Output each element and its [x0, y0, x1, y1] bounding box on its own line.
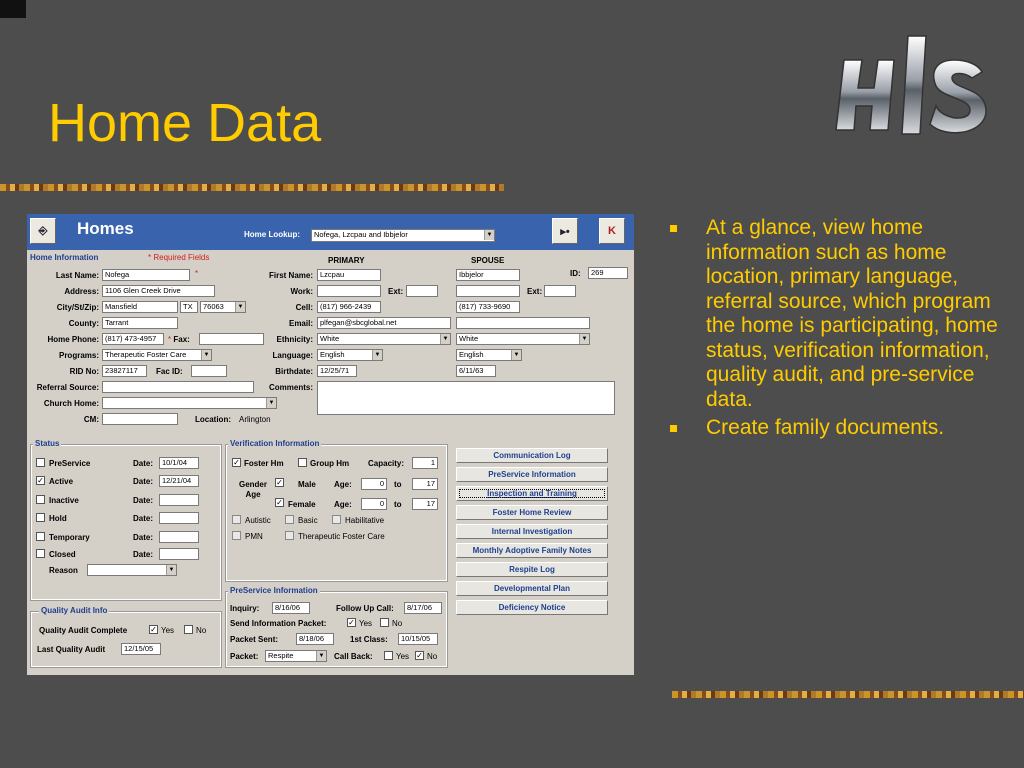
id-field[interactable]: 269 [588, 267, 628, 279]
chevron-down-icon[interactable]: ▼ [511, 350, 521, 360]
last-name-label: Last Name: [55, 271, 99, 280]
cell-label: Cell: [295, 303, 313, 312]
home-phone-label: Home Phone: [47, 335, 99, 344]
zip-value: 76063 [203, 302, 224, 311]
city-field[interactable]: Mansfield [102, 301, 178, 313]
id-label: ID: [570, 269, 581, 278]
referral-field[interactable] [102, 381, 254, 393]
decorative-divider-bottom [672, 691, 1024, 698]
quality-yes-label: Yes [161, 626, 175, 635]
side-button-label: PreService Information [488, 470, 576, 479]
male-checkbox[interactable]: ✓ [276, 478, 283, 487]
bullet-square-icon [670, 425, 677, 432]
required-fields-note: * Required Fields [148, 253, 210, 262]
side-button-inspection-and-training[interactable] [456, 486, 608, 501]
chevron-down-icon[interactable]: ▼ [316, 651, 326, 661]
group-hm-label: Group Hm [310, 459, 350, 468]
callback-yes-label: Yes [396, 652, 410, 661]
his-logo-text: HIS [832, 30, 834, 31]
female-age-to-field[interactable]: 17 [412, 498, 438, 510]
callback-yes-checkbox[interactable] [384, 651, 393, 660]
side-button-label: Internal Investigation [491, 527, 573, 536]
cell-field[interactable]: (817) 966-2439 [317, 301, 381, 313]
work-label: Work: [290, 287, 313, 296]
bullet-text: At a glance, view home information such as home location, primary language, referral source, which program the home is participating, home status, verification information, quality audit, and pre-service data. [706, 216, 998, 411]
ethnicity-select[interactable] [317, 333, 451, 345]
quality-title: Quality Audit Info [41, 606, 108, 615]
status-label: Active [49, 477, 74, 486]
section-home-information: Home Information [30, 253, 99, 262]
status-label: Hold [49, 514, 67, 523]
fax-label: * Fax: [168, 335, 190, 344]
status-date-field[interactable] [159, 494, 199, 506]
female-label: Female [288, 500, 316, 509]
county-label: County: [68, 319, 99, 328]
pmn-label: PMN [245, 532, 263, 541]
male-label: Male [298, 480, 316, 489]
quality-group [31, 612, 221, 667]
spouse-work-field[interactable] [456, 285, 520, 297]
reason-label: Reason [49, 566, 78, 575]
first-name-label: First Name: [268, 271, 313, 280]
decorative-divider-top [0, 184, 504, 191]
county-field[interactable]: Tarrant [102, 317, 178, 329]
primary-header: PRIMARY [328, 256, 365, 265]
autistic-checkbox[interactable] [232, 515, 241, 524]
autistic-label: Autistic [245, 516, 271, 525]
habilitative-label: Habilitative [345, 516, 385, 525]
cm-field[interactable] [102, 413, 178, 425]
packet-label: Packet: [230, 652, 259, 661]
first-class-field[interactable]: 10/15/05 [398, 633, 438, 645]
spouse-language-select[interactable] [456, 349, 522, 361]
spouse-birthdate-field[interactable]: 6/11/63 [456, 365, 496, 377]
status-inactive-checkbox[interactable] [36, 495, 45, 504]
first-class-label: 1st Class: [350, 635, 388, 644]
chevron-down-icon[interactable]: ▼ [166, 565, 176, 575]
status-date-field[interactable]: 10/1/04 [159, 457, 199, 469]
send-yes-label: Yes [359, 619, 373, 628]
spouse-ethnicity-select[interactable] [456, 333, 590, 345]
location-label: Location: [195, 415, 231, 424]
packet-sent-field[interactable]: 8/18/06 [296, 633, 334, 645]
church-label: Church Home: [43, 399, 99, 408]
foster-hm-checkbox[interactable]: ✓ [233, 458, 240, 467]
status-date-label: Date: [133, 533, 154, 542]
address-field[interactable]: 1106 Glen Creek Drive [102, 285, 215, 297]
programs-value: Therapeutic Foster Care [105, 350, 187, 359]
home-lookup-label: Home Lookup: [244, 230, 300, 239]
address-label: Address: [64, 287, 99, 296]
close-record-icon[interactable]: K [599, 218, 625, 244]
status-hold-checkbox[interactable] [36, 513, 45, 522]
chevron-down-icon[interactable]: ▼ [235, 302, 245, 312]
spouse-email-field[interactable] [456, 317, 590, 329]
exit-door-icon[interactable]: ⎆ [30, 218, 56, 244]
foster-hm-label: Foster Hm [244, 459, 284, 468]
female-age-from-field[interactable]: 0 [361, 498, 387, 510]
side-button-deficiency-notice[interactable] [456, 600, 608, 615]
pmn-checkbox[interactable] [232, 531, 241, 540]
spouse-first-name-field[interactable]: Ibbjelor [456, 269, 520, 281]
referral-label: Referral Source: [36, 383, 99, 392]
spouse-ext-label: Ext: [527, 287, 543, 296]
work-field[interactable] [317, 285, 381, 297]
chevron-down-icon[interactable]: ▼ [201, 350, 211, 360]
male-age-from-field[interactable]: 0 [361, 478, 387, 490]
status-date-field[interactable] [159, 512, 199, 524]
spouse-cell-field[interactable]: (817) 733-9690 [456, 301, 520, 313]
email-field[interactable]: plfegan@sbcglobal.net [317, 317, 451, 329]
status-date-label: Date: [133, 496, 154, 505]
callback-label: Call Back: [334, 652, 373, 661]
tfc-checkbox[interactable] [285, 531, 294, 540]
chevron-down-icon[interactable]: ▼ [484, 230, 494, 240]
homes-window [27, 214, 634, 675]
send-no-checkbox[interactable] [380, 618, 389, 627]
bullet-square-icon [670, 225, 677, 232]
slide-title: Home Data [48, 93, 322, 153]
status-date-field[interactable] [159, 548, 199, 560]
slide-corner-mark [0, 0, 26, 18]
comments-textarea[interactable] [317, 381, 615, 415]
status-active-checkbox[interactable]: ✓ [37, 476, 44, 485]
status-date-label: Date: [133, 477, 154, 486]
reason-select[interactable] [87, 564, 177, 576]
ethnicity-label: Ethnicity: [276, 335, 313, 344]
status-title: Status [35, 439, 60, 448]
packet-value: Respite [268, 651, 294, 660]
tfc-label: Therapeutic Foster Care [298, 532, 385, 541]
status-date-field[interactable]: 12/21/04 [159, 475, 199, 487]
male-age-to-field[interactable]: 17 [412, 478, 438, 490]
language-label: Language: [272, 351, 313, 360]
last-quality-field[interactable]: 12/15/05 [121, 643, 161, 655]
capacity-label: Capacity: [368, 459, 405, 468]
preservice-title: PreService Information [230, 586, 318, 595]
status-date-label: Date: [133, 550, 154, 559]
inquiry-label: Inquiry: [230, 604, 260, 613]
city-label: City/St/Zip: [56, 303, 99, 312]
birthdate-label: Birthdate: [275, 367, 313, 376]
male-age-label: Age: [334, 480, 352, 489]
basic-checkbox[interactable] [285, 515, 294, 524]
comments-label: Comments: [268, 383, 313, 392]
side-button-respite-log[interactable] [456, 562, 608, 577]
his-logo [832, 30, 992, 140]
packet-sent-label: Packet Sent: [230, 635, 279, 644]
bullet-item [668, 216, 1008, 412]
programs-label: Programs: [58, 351, 99, 360]
fax-label-text: Fax: [173, 335, 190, 344]
church-select[interactable] [102, 397, 277, 409]
followup-label: Follow Up Call: [336, 604, 394, 613]
state-field[interactable]: TX [180, 301, 198, 313]
packet-select[interactable] [265, 650, 327, 662]
female-to-label: to [394, 500, 402, 509]
rid-field[interactable]: 23827117 [102, 365, 147, 377]
home-lookup-value: Nofega, Lzcpau and Ibbjelor [314, 230, 408, 239]
language-select[interactable] [317, 349, 383, 361]
send-yes-checkbox[interactable]: ✓ [348, 618, 355, 627]
required-asterisk: * [195, 269, 199, 278]
habilitative-checkbox[interactable] [332, 515, 341, 524]
female-age-label: Age: [334, 500, 352, 509]
home-phone-field[interactable]: (817) 473-4957 [102, 333, 164, 345]
side-button-label: Inspection and Training [487, 489, 577, 498]
verification-title: Verification Information [230, 439, 320, 448]
bullet-item [668, 416, 1008, 441]
chevron-down-icon[interactable]: ▼ [579, 334, 589, 344]
last-name-field[interactable]: Nofega [102, 269, 190, 281]
status-date-label: Date: [133, 514, 154, 523]
side-button-label: Developmental Plan [493, 584, 571, 593]
chevron-down-icon[interactable]: ▼ [266, 398, 276, 408]
status-date-field[interactable] [159, 531, 199, 543]
status-label: Temporary [49, 533, 90, 542]
callback-no-checkbox[interactable]: ✓ [416, 651, 423, 660]
male-to-label: to [394, 480, 402, 489]
fac-id-field[interactable] [191, 365, 227, 377]
status-label: Closed [49, 550, 76, 559]
ext-label: Ext: [388, 287, 404, 296]
side-button-communication-log[interactable] [456, 448, 608, 463]
followup-field[interactable]: 8/17/06 [404, 602, 442, 614]
ext-field[interactable] [406, 285, 438, 297]
home-lookup-select[interactable] [311, 229, 495, 242]
spouse-header: SPOUSE [471, 256, 505, 265]
bullet-text: Create family documents. [706, 416, 945, 439]
female-checkbox[interactable]: ✓ [276, 498, 283, 507]
side-button-preservice-information[interactable] [456, 467, 608, 482]
last-quality-label: Last Quality Audit [37, 645, 106, 654]
quality-no-label: No [196, 626, 207, 635]
side-button-label: Respite Log [509, 565, 555, 574]
fac-id-label: Fac ID: [156, 367, 183, 376]
basic-label: Basic [298, 516, 318, 525]
programs-select[interactable] [102, 349, 212, 361]
spouse-ext-field[interactable] [544, 285, 576, 297]
group-hm-checkbox[interactable] [298, 458, 307, 467]
language-value: English [320, 350, 345, 359]
quality-no-checkbox[interactable] [184, 625, 193, 634]
status-label: PreService [49, 459, 91, 468]
capacity-field[interactable]: 1 [412, 457, 438, 469]
side-button-monthly-adoptive-family-notes[interactable] [456, 543, 608, 558]
send-packet-label: Send Information Packet: [230, 619, 327, 628]
spouse-language-value: English [459, 350, 484, 359]
quality-complete-label: Quality Audit Complete [39, 626, 128, 635]
email-label: Email: [288, 319, 313, 328]
callback-no-label: No [427, 652, 438, 661]
send-no-label: No [392, 619, 403, 628]
chevron-down-icon[interactable]: ▼ [440, 334, 450, 344]
side-button-developmental-plan[interactable] [456, 581, 608, 596]
quality-yes-checkbox[interactable]: ✓ [150, 625, 157, 634]
rid-label: RID No: [69, 367, 99, 376]
gender-age-label: Gender Age [238, 480, 267, 499]
chevron-down-icon[interactable]: ▼ [372, 350, 382, 360]
spouse-ethnicity-value: White [459, 334, 479, 343]
window-title: Homes [77, 219, 134, 238]
location-value: Arlington [239, 415, 271, 424]
next-record-icon[interactable]: ▸• [552, 218, 578, 244]
side-button-internal-investigation[interactable] [456, 524, 608, 539]
side-button-label: Deficiency Notice [498, 603, 566, 612]
first-name-field[interactable]: Lzcpau [317, 269, 381, 281]
side-button-foster-home-review[interactable] [456, 505, 608, 520]
status-preservice-checkbox[interactable] [36, 458, 45, 467]
ethnicity-value: White [320, 334, 340, 343]
birthdate-field[interactable]: 12/25/71 [317, 365, 357, 377]
status-label: Inactive [49, 496, 79, 505]
side-button-label: Monthly Adoptive Family Notes [472, 546, 592, 555]
bullet-list [668, 216, 1008, 445]
status-closed-checkbox[interactable] [36, 549, 45, 558]
side-button-label: Communication Log [493, 451, 571, 460]
side-button-label: Foster Home Review [492, 508, 572, 517]
cm-label: CM: [83, 415, 99, 424]
inquiry-field[interactable]: 8/16/06 [272, 602, 310, 614]
status-temporary-checkbox[interactable] [36, 532, 45, 541]
status-date-label: Date: [133, 459, 154, 468]
